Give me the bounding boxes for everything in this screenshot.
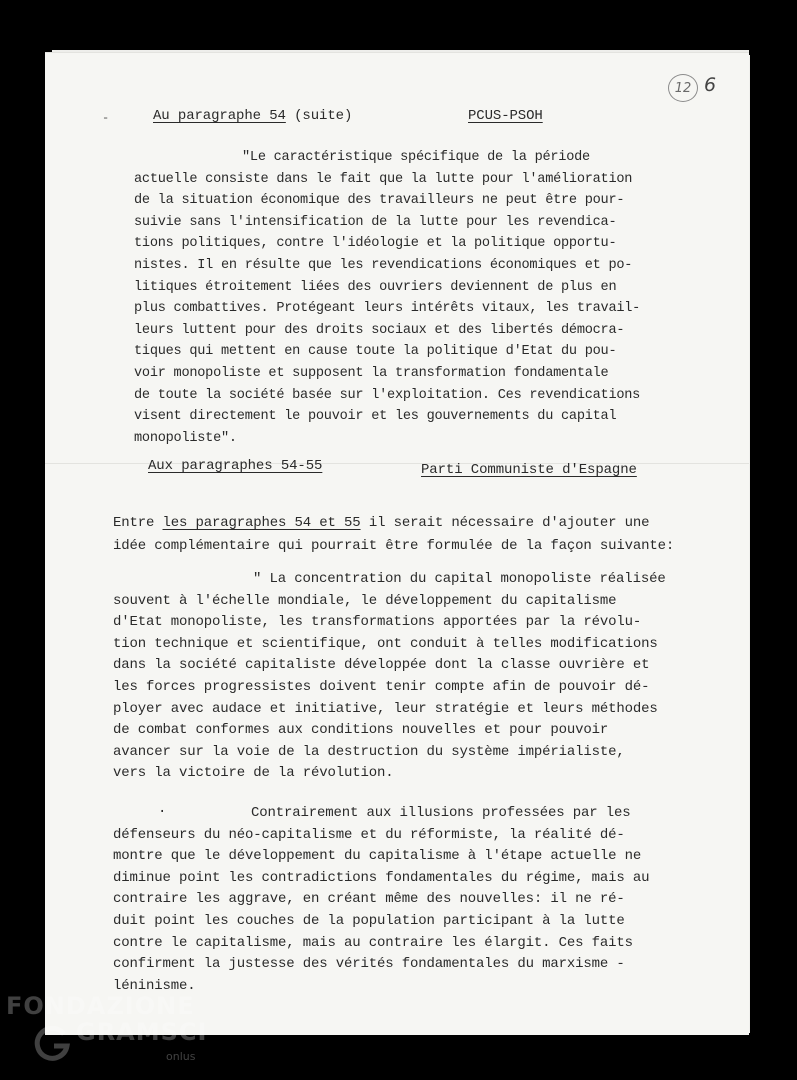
watermark-line1: FONDAZIONE (6, 992, 195, 1020)
text-line: montre que le développement du capitalisme à l'étape actuelle ne (113, 848, 642, 865)
text-line: plus combattives. Protégeant leurs intérêts vitaux, les travail- (134, 301, 641, 317)
text-line: actuelle consiste dans le fait que la lutte pour l'amélioration (134, 171, 633, 187)
section1-left-heading (153, 108, 352, 124)
section1-right-heading: PCUS-PSOH (468, 108, 543, 124)
intro-underlined: les paragraphes 54 et 55 (162, 515, 361, 531)
section2-quote (113, 569, 666, 785)
section2-left-heading: Aux paragraphes 54-55 (148, 458, 323, 474)
annotation-circle (668, 74, 698, 102)
text-line: litiques étroitement liées des ouvriers deviennent de plus en (134, 279, 617, 295)
text-line: monopoliste". (134, 430, 237, 446)
text-line: de combat conformes aux conditions nouvelles et pour pouvoir (113, 722, 609, 739)
text-line: leurs luttent pour des droits sociaux et des libertés démocra- (134, 322, 625, 338)
watermark-logo (6, 992, 206, 1072)
text-line: voir monopoliste et supposent la transformation fondamentale (134, 365, 609, 381)
text-line: suivie sans l'intensification de la lutte pour les revendica- (134, 214, 617, 230)
intro-line (113, 512, 674, 535)
text-line: tions politiques, contre l'idéologie et la politique opportu- (134, 236, 617, 252)
text-line: visent directement le pouvoir et les gouvernements du capital (134, 409, 617, 425)
text-line: défenseurs du néo-capitalisme et du réformiste, la réalité dé- (113, 826, 625, 843)
page-edge (45, 52, 749, 53)
text-line: les forces progressistes doivent tenir compte afin de pouvoir dé- (113, 678, 650, 695)
text-line: avancer sur la voie de la destruction du système impérialiste, (113, 743, 625, 760)
watermark-suffix: onlus (166, 1050, 196, 1063)
text-line: Contrairement aux illusions professées par les (251, 805, 631, 821)
watermark-line2: GRAMSCI (76, 1018, 208, 1046)
text-line: confirment la justesse des vérités fondamentales du marxisme - (113, 956, 625, 973)
text-line: tion technique et scientifique, ont conduit à telles modifications (113, 635, 658, 652)
text-line: nistes. Il en résulte que les revendications économiques et po- (134, 257, 633, 273)
text-line: diminue point les contradictions fondamentales du régime, mais au (113, 869, 650, 886)
page-number: 6 (704, 74, 717, 96)
gramsci-g-icon (34, 1026, 70, 1062)
text-line: de toute la société basée sur l'exploitation. Ces revendications (134, 387, 641, 403)
intro-prefix: Entre (113, 515, 163, 531)
text-line: contre le capitalisme, mais au contraire les élargit. Ces faits (113, 934, 633, 951)
section2-paragraph (113, 803, 649, 997)
text-line: tiques qui mettent en cause toute la politique d'Etat du pou- (134, 344, 617, 360)
text-line: léninisme. (113, 977, 196, 994)
text-line: vers la victoire de la révolution. (113, 765, 394, 782)
section1-quote (134, 147, 640, 449)
annotation-text: 12 (674, 80, 692, 96)
heading-suffix: (suite) (285, 108, 353, 124)
text-line: " La concentration du capital monopoliste réalisée (253, 571, 666, 587)
text-line: ployer avec audace et initiative, leur stratégie et leurs méthodes (113, 700, 658, 717)
document-page (45, 52, 749, 1035)
heading-underlined: Au paragraphe 54 (153, 108, 286, 124)
text-line: contraire les aggrave, en créant même des nouvelles: il ne ré- (113, 891, 625, 908)
text-line: duit point les couches de la population participant à la lutte (113, 912, 625, 929)
intro-line: idée complémentaire qui pourrait être formulée de la façon suivante: (113, 537, 675, 554)
text-line: "Le caractéristique spécifique de la période (242, 150, 590, 165)
section2-intro (113, 512, 674, 557)
text-line: dans la société capitaliste développée dont la classe ouvrière et (113, 657, 650, 674)
text-line: d'Etat monopoliste, les transformations apportées par la révolu- (113, 614, 642, 631)
mark-dash: - (102, 111, 110, 125)
stray-mark: · (158, 804, 167, 820)
text-line: souvent à l'échelle mondiale, le développement du capitalisme (113, 592, 617, 609)
intro-rest: il serait nécessaire d'ajouter une (360, 515, 650, 531)
section2-right-heading: Parti Communiste d'Espagne (421, 462, 637, 478)
text-line: de la situation économique des travailleurs ne peut être pour- (134, 193, 625, 209)
